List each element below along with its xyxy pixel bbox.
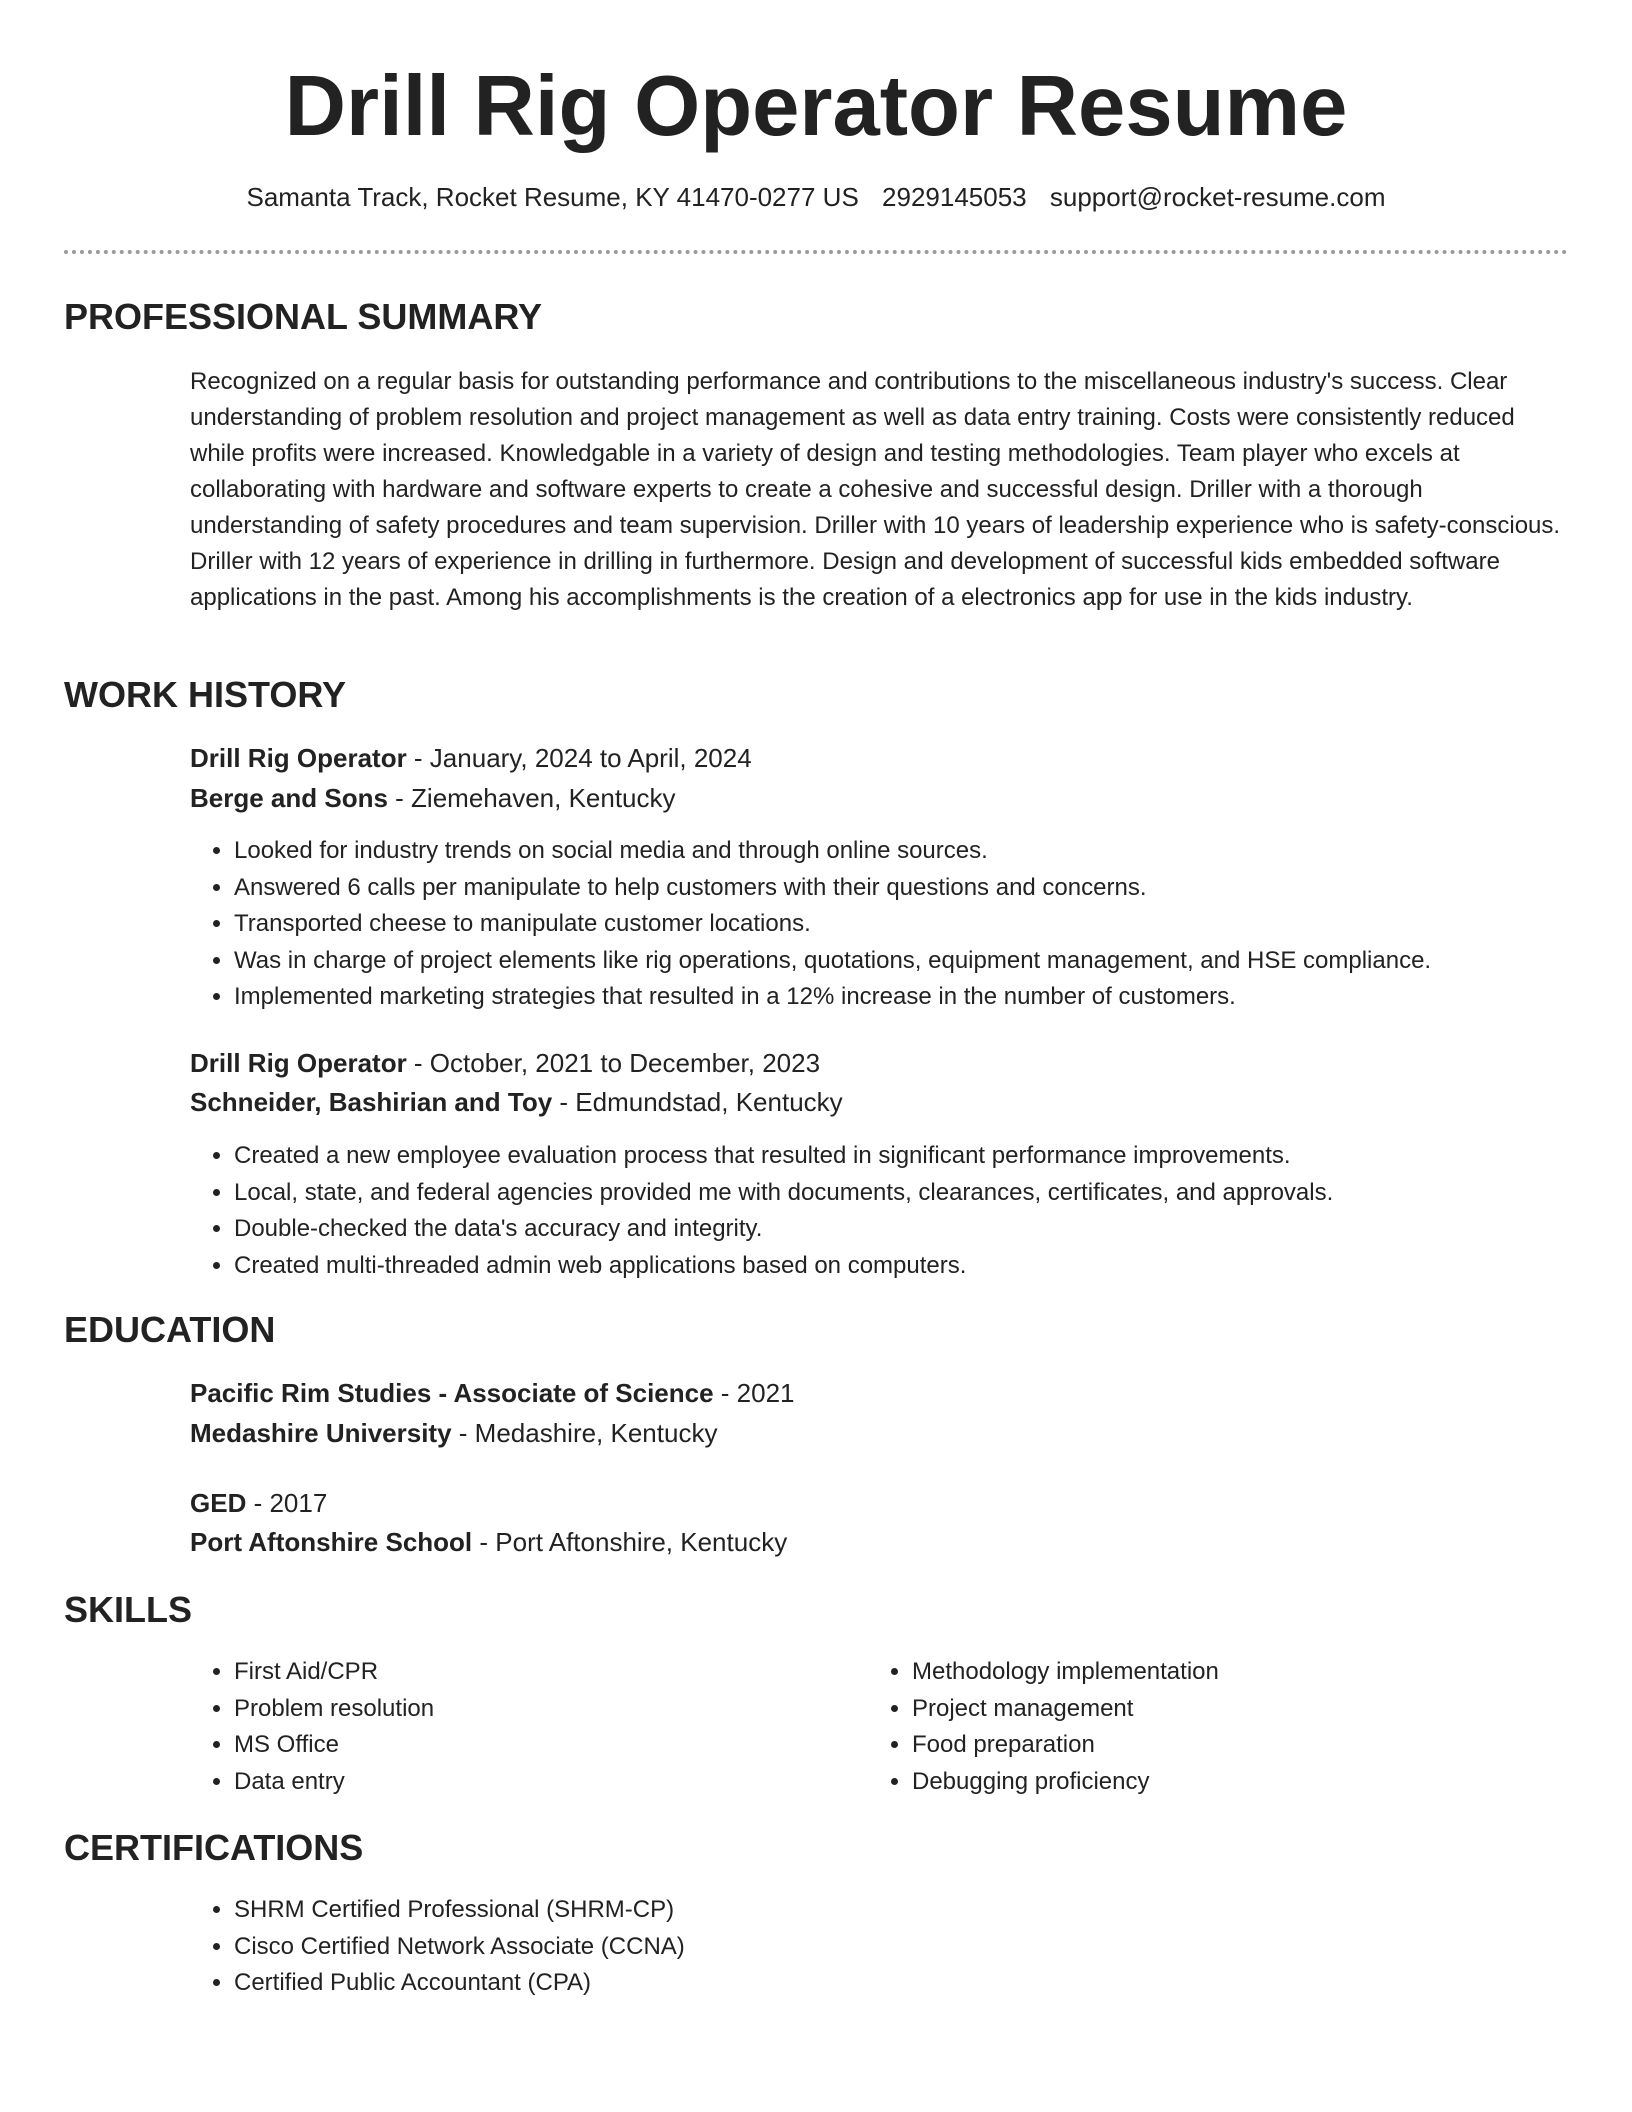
list-item: • Transported cheese to manipulate customer locations. [234, 906, 1431, 943]
education-location: - Medashire, Kentucky [451, 1418, 718, 1448]
list-item: • Local, state, and federal agencies provided me with documents, clearances, certificates, and approvals. [234, 1175, 1333, 1212]
list-item: • Cisco Certified Network Associate (CCNA) [234, 1929, 685, 1966]
list-item: • Methodology implementation [912, 1654, 1219, 1691]
job-title-line [190, 740, 752, 776]
job-company-line [190, 780, 676, 816]
job-title: Drill Rig Operator [190, 1048, 407, 1078]
education-school-line [190, 1415, 717, 1451]
list-item: • Implemented marketing strategies that resulted in a 12% increase in the number of customers. [234, 979, 1431, 1016]
education-year: - 2017 [246, 1488, 328, 1518]
education-degree-line [190, 1485, 327, 1521]
certifications-list [190, 1892, 685, 2002]
list-item: • Was in charge of project elements like rig operations, quotations, equipment management, and HSE compliance. [234, 943, 1431, 980]
list-item: • Created a new employee evaluation process that resulted in significant performance improvements. [234, 1138, 1333, 1175]
education-school: Medashire University [190, 1418, 452, 1448]
job-location: - Ziemehaven, Kentucky [387, 783, 676, 813]
list-item: • Debugging proficiency [912, 1764, 1219, 1801]
page-title: Drill Rig Operator Resume [284, 59, 1348, 154]
job-title: Drill Rig Operator [190, 743, 407, 773]
list-item: • SHRM Certified Professional (SHRM-CP) [234, 1892, 685, 1929]
job-company: Schneider, Bashirian and Toy [190, 1087, 553, 1117]
section-title-skills: SKILLS [64, 1589, 193, 1630]
job-bullets [190, 1138, 1333, 1284]
job-title-line [190, 1045, 820, 1081]
summary-paragraph: Recognized on a regular basis for outstanding performance and contributions to the miscellaneous industry's success. Clear understanding of problem resolution and project management as well as data entry training. Costs were consistently reduced while profits were increased. Knowledgable in a variety of design and testing methodologies. Team player who excels at collaborating with hardware and software experts to create a cohesive and successful design. Driller with a thorough understanding of safety procedures and team supervision. Driller with 10 years of leadership experience who is safety-conscious. Driller with 12 years of experience in drilling in furthermore. Design and development of successful kids embedded software applications in the past. Among his accomplishments is the creation of a electronics app for use in the kids industry. [190, 368, 1561, 611]
skills-list-left [190, 1654, 434, 1800]
job-bullets [190, 833, 1431, 1016]
education-location: - Port Aftonshire, Kentucky [472, 1527, 788, 1557]
contact-email: support@rocket-resume.com [1049, 182, 1386, 212]
job-dates: - October, 2021 to December, 2023 [406, 1048, 821, 1078]
list-item: • Data entry [234, 1764, 434, 1801]
section-title-education: EDUCATION [64, 1309, 276, 1350]
contact-address: Samanta Track, Rocket Resume, KY 41470-0277 US [246, 182, 859, 212]
list-item: • Answered 6 calls per manipulate to help customers with their questions and concerns. [234, 870, 1431, 907]
education-degree-line [190, 1375, 795, 1411]
list-item: • Certified Public Accountant (CPA) [234, 1965, 685, 2002]
section-title-summary: PROFESSIONAL SUMMARY [64, 296, 543, 337]
skills-list-right [868, 1654, 1219, 1800]
education-degree: GED [190, 1488, 247, 1518]
list-item: • Created multi-threaded admin web applications based on computers. [234, 1248, 1333, 1285]
education-school-line [190, 1524, 787, 1560]
education-school: Port Aftonshire School [190, 1527, 473, 1557]
list-item: • Double-checked the data's accuracy and integrity. [234, 1211, 1333, 1248]
section-title-work-history: WORK HISTORY [64, 674, 347, 715]
list-item: • Food preparation [912, 1727, 1219, 1764]
job-location: - Edmundstad, Kentucky [552, 1087, 843, 1117]
job-company-line [190, 1084, 843, 1120]
list-item: • MS Office [234, 1727, 434, 1764]
list-item: • Project management [912, 1691, 1219, 1728]
education-degree: Pacific Rim Studies - Associate of Science [190, 1378, 714, 1408]
job-company: Berge and Sons [190, 783, 388, 813]
header-divider [64, 250, 1568, 254]
job-dates: - January, 2024 to April, 2024 [406, 743, 752, 773]
contact-phone: 2929145053 [882, 182, 1027, 212]
section-title-certifications: CERTIFICATIONS [64, 1827, 364, 1868]
list-item: • Looked for industry trends on social media and through online sources. [234, 833, 1431, 870]
list-item: • First Aid/CPR [234, 1654, 434, 1691]
education-year: - 2021 [713, 1378, 795, 1408]
list-item: • Problem resolution [234, 1691, 434, 1728]
contact-line [0, 180, 1632, 214]
